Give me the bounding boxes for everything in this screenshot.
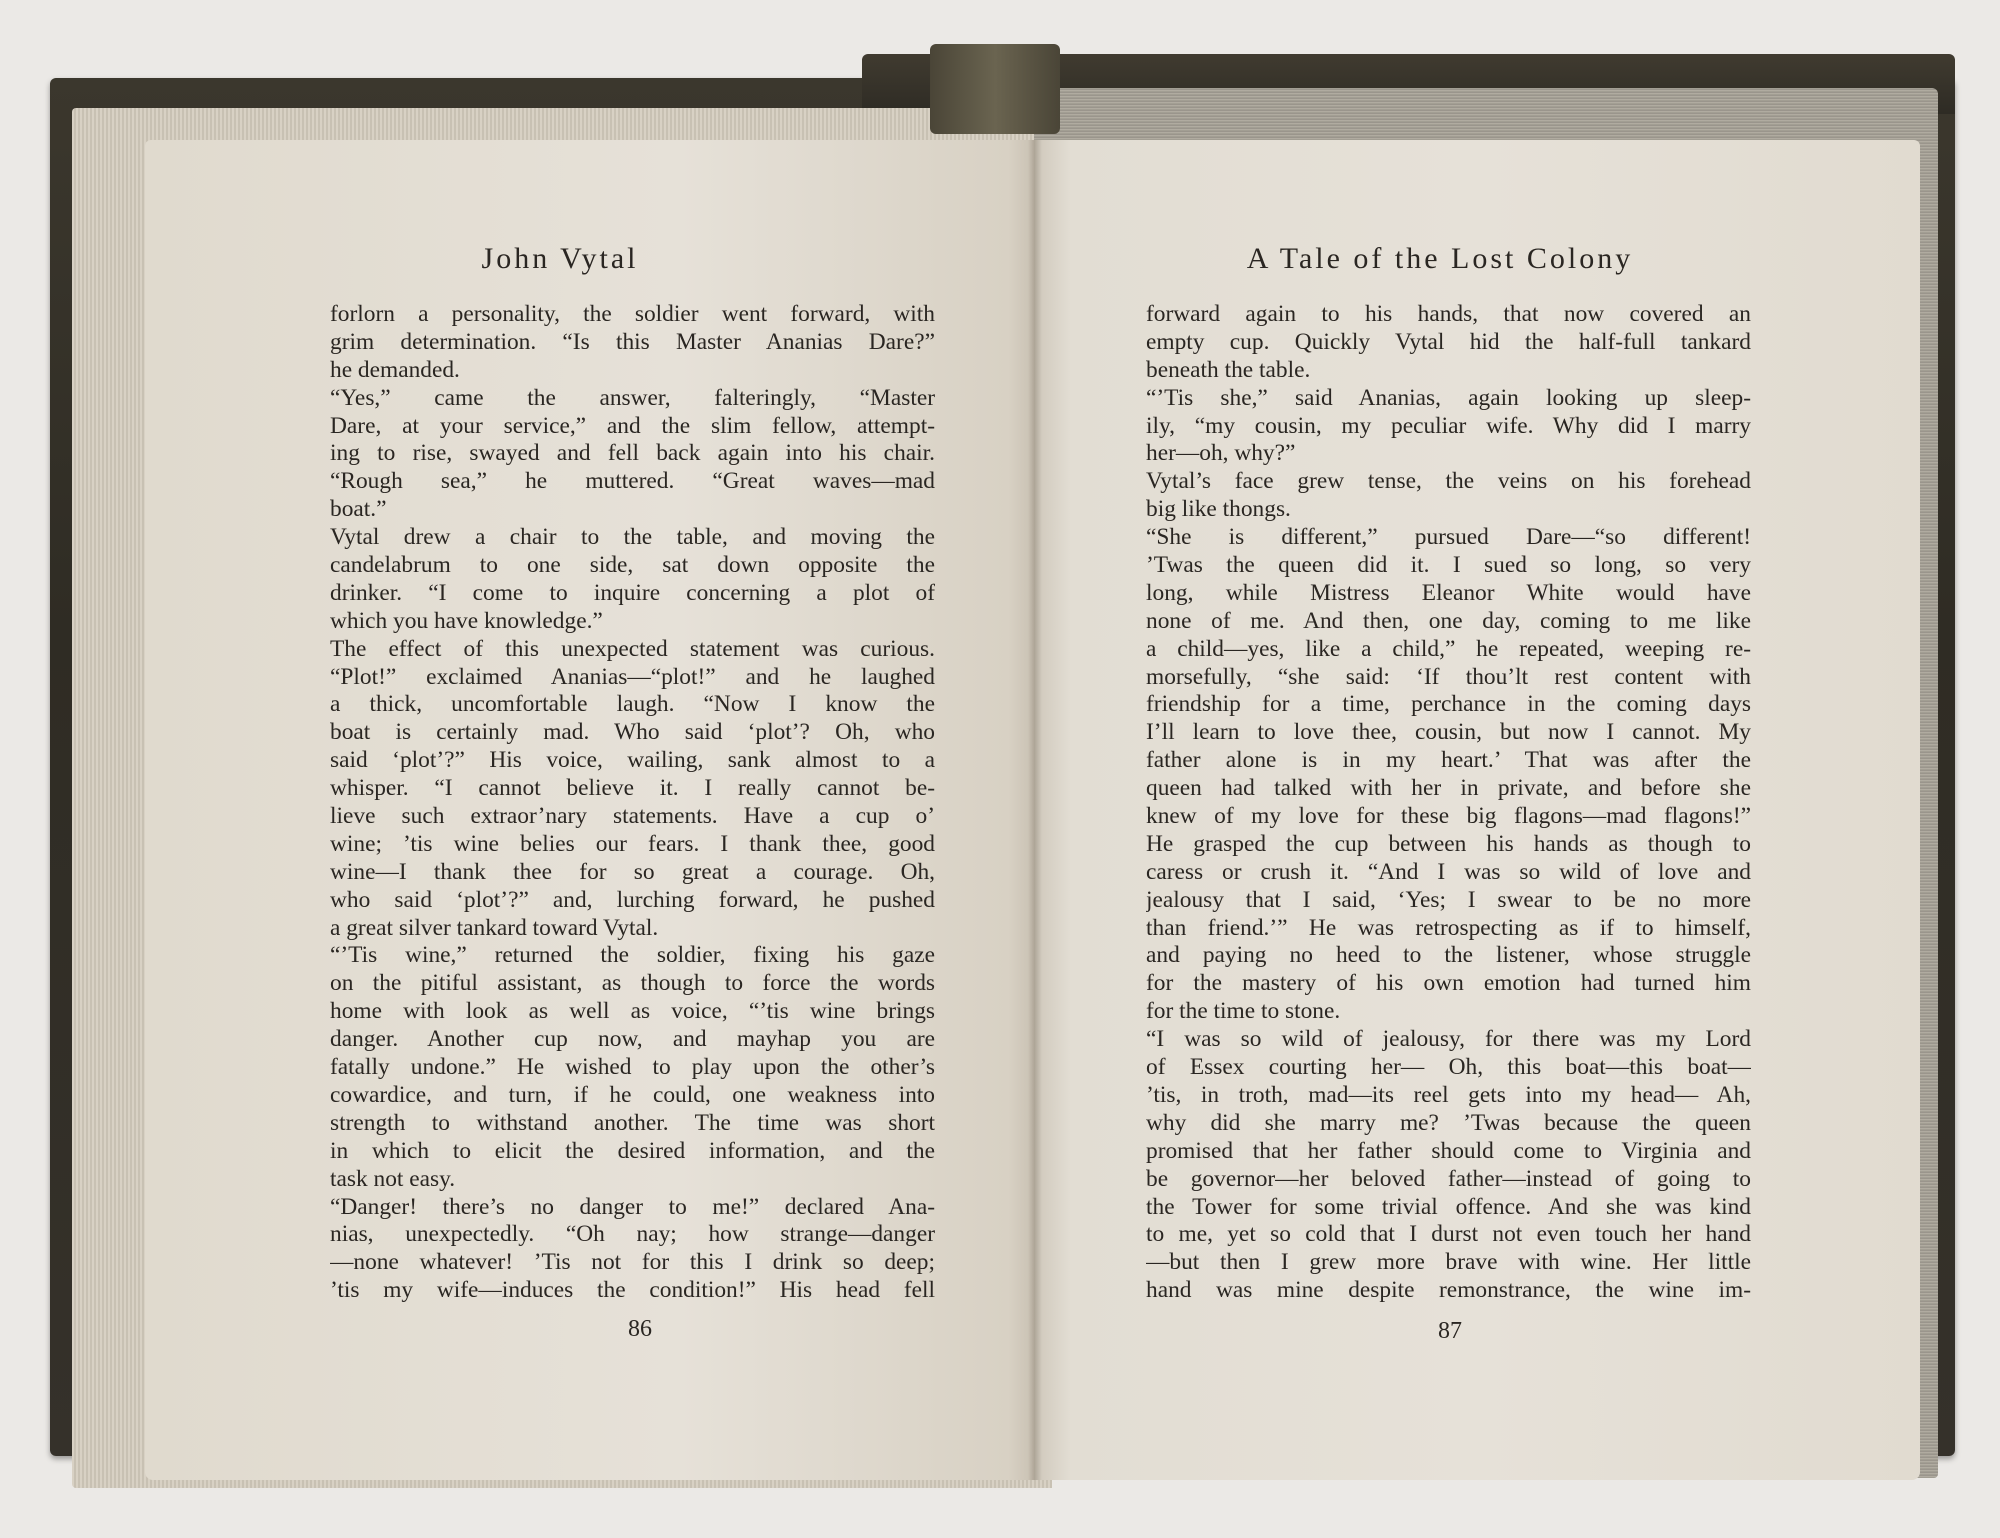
text-line: a thick, uncomfortable laugh. “Now I know the bbox=[330, 691, 935, 718]
text-line: none of me. And then, one day, coming to me like bbox=[1146, 607, 1751, 634]
text-line: big like thongs. bbox=[1146, 496, 1291, 523]
left-page-text bbox=[330, 301, 935, 1305]
text-line: wine; ’tis wine belies our fears. I thank thee, good bbox=[330, 830, 935, 857]
text-line: which you have knowledge.” bbox=[330, 607, 603, 634]
text-line: “I was so wild of jealousy, for there was my Lord bbox=[1146, 1026, 1751, 1053]
text-line: a great silver tankard toward Vytal. bbox=[330, 914, 659, 941]
right-page-text bbox=[1146, 301, 1751, 1305]
text-line: boat is certainly mad. Who said ‘plot’? Oh, who bbox=[330, 719, 935, 746]
text-line: ’tis my wife—induces the condition!” His head fell bbox=[330, 1277, 935, 1304]
text-line: ’tis, in troth, mad—its reel gets into my head— Ah, bbox=[1146, 1081, 1751, 1108]
text-line: for the mastery of his own emotion had turned him bbox=[1146, 970, 1751, 997]
text-line: “Danger! there’s no danger to me!” declared Ana- bbox=[330, 1193, 935, 1220]
text-line: candelabrum to one side, sat down opposite the bbox=[330, 552, 935, 579]
text-line: empty cup. Quickly Vytal hid the half-full tankard bbox=[1146, 328, 1751, 355]
right-running-head: A Tale of the Lost Colony bbox=[1246, 242, 1634, 275]
text-line: nias, unexpectedly. “Oh nay; how strange—danger bbox=[330, 1221, 935, 1248]
text-line: whisper. “I cannot believe it. I really cannot be- bbox=[330, 775, 935, 802]
text-line: queen had talked with her in private, and before she bbox=[1146, 775, 1751, 802]
text-line: “Yes,” came the answer, falteringly, “Master bbox=[330, 384, 935, 411]
text-line: “She is different,” pursued Dare—“so different! bbox=[1146, 524, 1751, 551]
text-line: long, while Mistress Eleanor White would have bbox=[1146, 579, 1751, 606]
book-spine bbox=[930, 44, 1060, 134]
text-line: beneath the table. bbox=[1146, 356, 1311, 383]
text-line: forward again to his hands, that now covered an bbox=[1146, 301, 1751, 327]
text-line: ing to rise, swayed and fell back again into his chair. bbox=[330, 440, 935, 467]
text-line: “’Tis wine,” returned the soldier, fixing his gaze bbox=[330, 942, 935, 969]
text-line: ’Twas the queen did it. I sued so long, so very bbox=[1146, 552, 1751, 579]
text-line: why did she marry me? ’Twas because the queen bbox=[1146, 1109, 1751, 1136]
text-line: cowardice, and turn, if he could, one weakness into bbox=[330, 1081, 935, 1108]
text-line: and paying no heed to the listener, whose struggle bbox=[1146, 942, 1751, 969]
text-line: boat.” bbox=[330, 496, 387, 523]
text-line: friendship for a time, perchance in the coming days bbox=[1146, 691, 1751, 718]
text-line: home with look as well as voice, “’tis wine brings bbox=[330, 998, 935, 1025]
text-line: caress or crush it. “And I was so wild of love and bbox=[1146, 858, 1751, 885]
text-line: the Tower for some trivial offence. And she was kind bbox=[1146, 1193, 1751, 1220]
text-line: Vytal’s face grew tense, the veins on his forehead bbox=[1146, 468, 1751, 495]
text-line: The effect of this unexpected statement was curious. bbox=[330, 635, 935, 662]
left-running-head: John Vytal bbox=[481, 242, 639, 275]
text-line: of Essex courting her— Oh, this boat—this boat— bbox=[1146, 1054, 1751, 1081]
text-line: I’ll learn to love thee, cousin, but now I cannot. My bbox=[1146, 719, 1751, 746]
text-line: her—oh, why?” bbox=[1146, 440, 1296, 467]
text-line: in which to elicit the desired information, and the bbox=[330, 1137, 935, 1164]
text-line: hand was mine despite remonstrance, the wine im- bbox=[1146, 1277, 1751, 1304]
text-line: ily, “my cousin, my peculiar wife. Why did I marry bbox=[1146, 412, 1751, 439]
page-gutter bbox=[1028, 140, 1042, 1480]
text-line: said ‘plot’?” His voice, wailing, sank almost to a bbox=[330, 747, 935, 774]
text-line: a child—yes, like a child,” he repeated, weeping re- bbox=[1146, 635, 1751, 662]
text-line: fatally undone.” He wished to play upon the other’s bbox=[330, 1054, 935, 1081]
text-line: morsefully, “she said: ‘If thou’lt rest content with bbox=[1146, 663, 1751, 690]
text-line: promised that her father should come to Virginia and bbox=[1146, 1137, 1751, 1164]
text-line: danger. Another cup now, and mayhap you are bbox=[330, 1026, 935, 1053]
text-line: grim determination. “Is this Master Ananias Dare?” bbox=[330, 328, 935, 355]
text-line: Vytal drew a chair to the table, and moving the bbox=[330, 524, 935, 551]
text-line: be governor—her beloved father—instead of going to bbox=[1146, 1165, 1751, 1192]
text-line: He grasped the cup between his hands as though to bbox=[1146, 830, 1751, 857]
text-line: “’Tis she,” said Ananias, again looking up sleep- bbox=[1146, 384, 1751, 411]
text-line: —but then I grew more brave with wine. Her little bbox=[1146, 1249, 1751, 1276]
text-line: father alone is in my heart.’ That was after the bbox=[1146, 747, 1751, 774]
text-line: knew of my love for these big flagons—mad flagons!” bbox=[1146, 803, 1751, 830]
text-line: he demanded. bbox=[330, 356, 460, 383]
text-line: to me, yet so cold that I durst not even touch her hand bbox=[1146, 1221, 1751, 1248]
text-line: —none whatever! ’Tis not for this I drink so deep; bbox=[330, 1249, 935, 1276]
text-line: than friend.’” He was retrospecting as if to himself, bbox=[1146, 914, 1751, 941]
text-line: lieve such extraor’nary statements. Have a cup o’ bbox=[330, 803, 935, 830]
left-page-number: 86 bbox=[628, 1316, 652, 1342]
text-line: “Rough sea,” he muttered. “Great waves—mad bbox=[330, 468, 935, 495]
text-line: “Plot!” exclaimed Ananias—“plot!” and he laughed bbox=[330, 663, 935, 690]
text-line: Dare, at your service,” and the slim fellow, attempt- bbox=[330, 412, 935, 439]
text-line: strength to withstand another. The time was short bbox=[330, 1109, 935, 1136]
text-line: wine—I thank thee for so great a courage. Oh, bbox=[330, 858, 935, 885]
text-line: drinker. “I come to inquire concerning a plot of bbox=[330, 579, 935, 606]
text-line: task not easy. bbox=[330, 1165, 456, 1192]
text-line: who said ‘plot’?” and, lurching forward, he pushed bbox=[330, 886, 935, 913]
text-line: jealousy that I said, ‘Yes; I swear to be no more bbox=[1146, 886, 1751, 913]
text-line: on the pitiful assistant, as though to force the words bbox=[330, 970, 935, 997]
right-page-number: 87 bbox=[1438, 1318, 1462, 1344]
text-line: forlorn a personality, the soldier went forward, with bbox=[330, 301, 935, 327]
text-line: for the time to stone. bbox=[1146, 998, 1341, 1025]
